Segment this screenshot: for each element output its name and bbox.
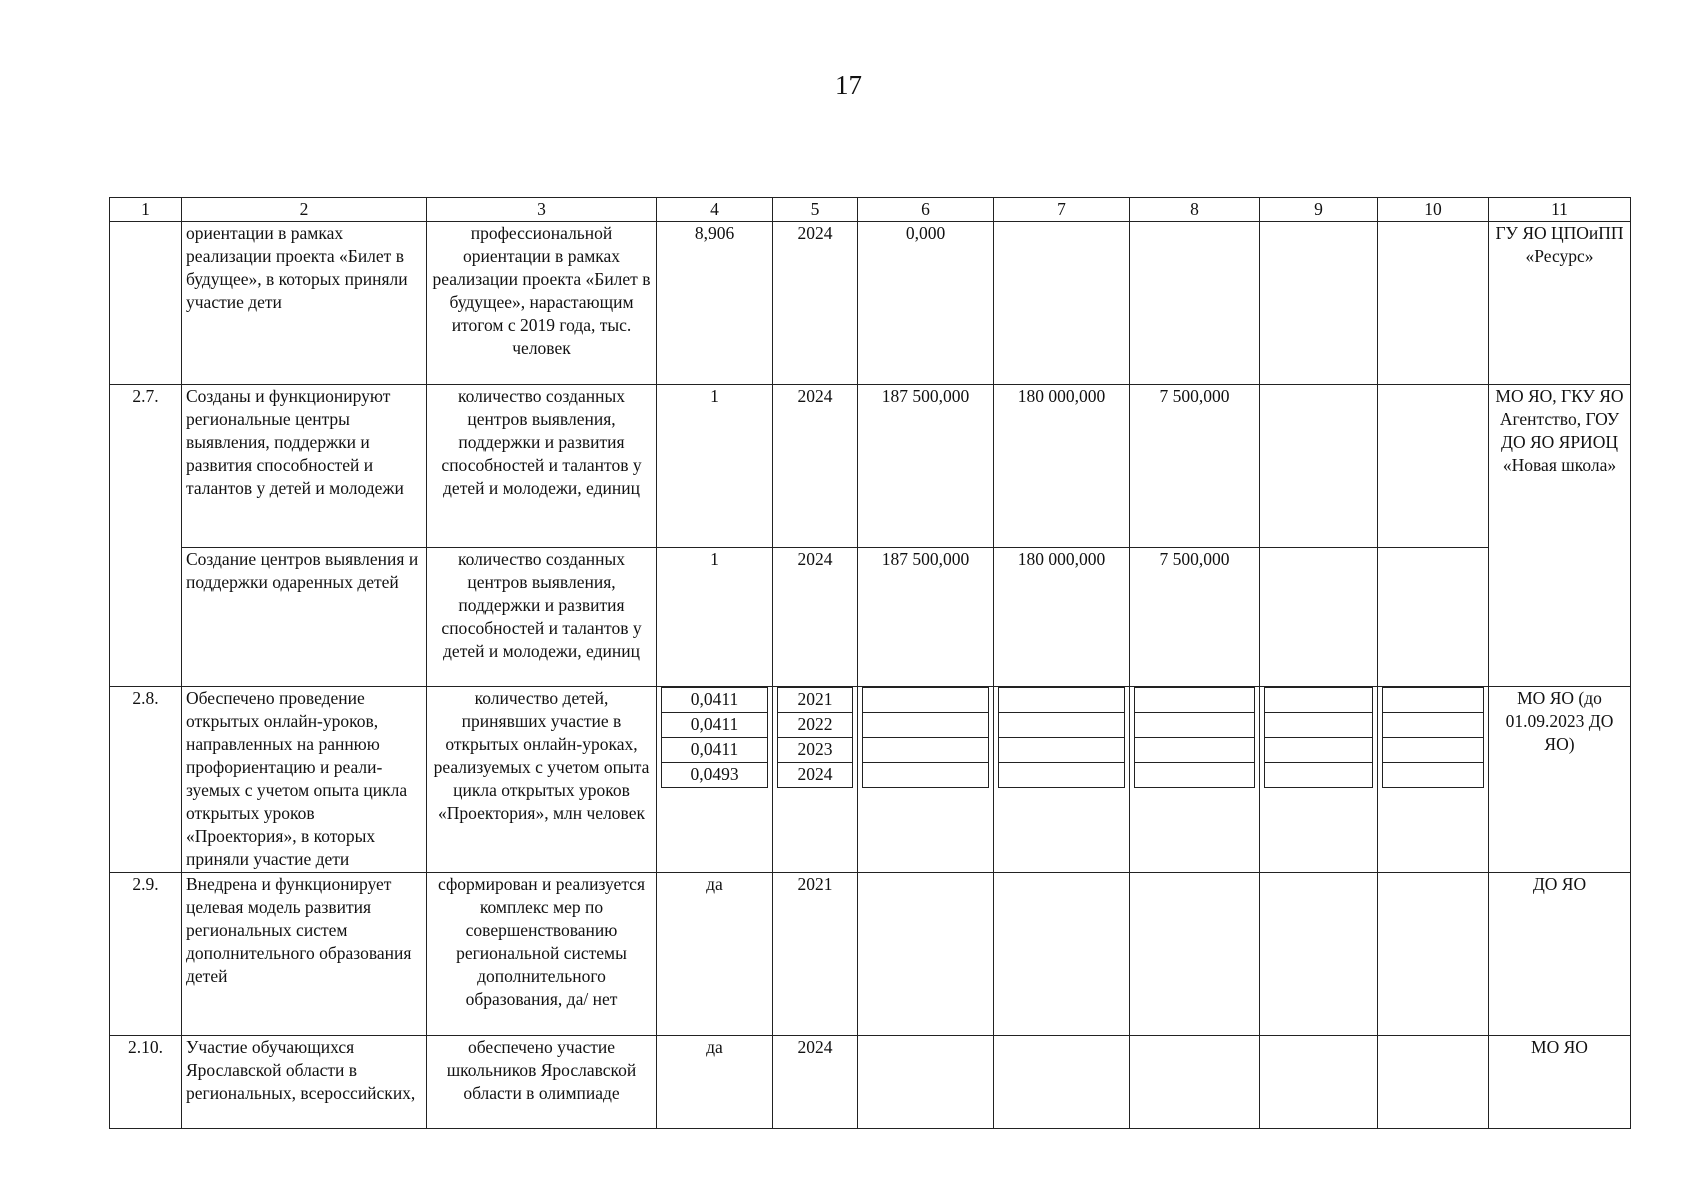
indicator-value: да	[657, 873, 773, 1036]
table-row	[110, 385, 1631, 548]
table-row	[110, 222, 1631, 385]
funding-total	[858, 687, 994, 873]
indicator-value: 1	[657, 385, 773, 548]
table-row	[110, 873, 1631, 1036]
measure-name: Обеспечено проведение открытых онлайн-уроков, направленных на раннюю профориентацию и реали-зуемых с учетом опыта цикла открытых уроков «Проектория», в которых приняли участие дети	[182, 687, 427, 873]
funding-regional	[1130, 222, 1260, 385]
row-number: 2.9.	[110, 873, 182, 1036]
funding-regional	[1130, 687, 1260, 873]
header-cell: 6	[858, 198, 994, 222]
table-row	[110, 1036, 1631, 1129]
responsible: МО ЯО (до 01.09.2023 ДО ЯО)	[1489, 687, 1631, 873]
year: 2024	[778, 763, 853, 788]
funding-regional	[1130, 1036, 1260, 1129]
year: 2021	[773, 873, 858, 1036]
years-cell	[773, 687, 858, 873]
funding-local	[1260, 548, 1378, 687]
responsible: ДО ЯО	[1489, 873, 1631, 1036]
funding-federal: 180 000,000	[994, 385, 1130, 548]
year: 2024	[773, 1036, 858, 1129]
funding-other	[1378, 385, 1489, 548]
funding-federal	[994, 687, 1130, 873]
funding-other	[1378, 222, 1489, 385]
indicator: количество созданных центров выявления, поддержки и развития способностей и талантов у детей и молодежи, единиц	[427, 385, 657, 548]
indicator: сформирован и реализуется комплекс мер по совершенствованию региональной системы дополнительного образования, да/ нет	[427, 873, 657, 1036]
header-cell: 3	[427, 198, 657, 222]
indicator-value: 0,0411	[662, 713, 768, 738]
measure-name: Участие обучающихся Ярославской области в региональных, всероссийских,	[182, 1036, 427, 1129]
funding-total: 187 500,000	[858, 548, 994, 687]
table-row	[110, 548, 1631, 687]
indicator-value: 1	[657, 548, 773, 687]
funding-total	[858, 1036, 994, 1129]
header-cell: 5	[773, 198, 858, 222]
indicator-values-cell	[657, 687, 773, 873]
indicator: количество детей, принявших участие в открытых онлайн-уроках, реализуемых с учетом опыта цикла открытых уроков «Проектория», млн человек	[427, 687, 657, 873]
measure-name: Созданы и функционируют региональные центры выявления, поддержки и развития способностей и талантов у детей и молодежи	[182, 385, 427, 548]
row-number: 2.10.	[110, 1036, 182, 1129]
measure-name: Создание центров выявления и поддержки одаренных детей	[182, 548, 427, 687]
indicator: профессиональной ориентации в рамках реализации проекта «Билет в будущее», нарастающим итогом с 2019 года, тыс. человек	[427, 222, 657, 385]
funding-total	[858, 873, 994, 1036]
row-number: 2.7.	[110, 385, 182, 687]
responsible: МО ЯО, ГКУ ЯО Агентство, ГОУ ДО ЯО ЯРИОЦ «Новая школа»	[1489, 385, 1631, 687]
funding-other	[1378, 1036, 1489, 1129]
funding-other	[1378, 873, 1489, 1036]
indicator-value: 8,906	[657, 222, 773, 385]
responsible: ГУ ЯО ЦПОиПП «Ресурс»	[1489, 222, 1631, 385]
responsible: МО ЯО	[1489, 1036, 1631, 1129]
indicator-value: 0,0493	[662, 763, 768, 788]
funding-local	[1260, 687, 1378, 873]
funding-other	[1378, 687, 1489, 873]
header-cell: 11	[1489, 198, 1631, 222]
funding-federal	[994, 1036, 1130, 1129]
indicator: обеспечено участие школьников Ярославской области в олимпиаде	[427, 1036, 657, 1129]
year: 2024	[773, 548, 858, 687]
year: 2024	[773, 222, 858, 385]
header-cell: 1	[110, 198, 182, 222]
page-number: 17	[835, 70, 862, 100]
header-cell: 10	[1378, 198, 1489, 222]
measure-name: ориентации в рамках реализации проекта «Билет в будущее», в которых приняли участие дети	[182, 222, 427, 385]
indicator-value: 0,0411	[662, 738, 768, 763]
indicator-value: 0,0411	[662, 688, 768, 713]
funding-local	[1260, 385, 1378, 548]
header-cell: 7	[994, 198, 1130, 222]
funding-other	[1378, 548, 1489, 687]
table-row	[110, 687, 1631, 873]
funding-federal: 180 000,000	[994, 548, 1130, 687]
header-cell: 8	[1130, 198, 1260, 222]
funding-federal	[994, 222, 1130, 385]
row-number: 2.8.	[110, 687, 182, 873]
measure-name: Внедрена и функционирует целевая модель развития региональных систем дополнительного образования детей	[182, 873, 427, 1036]
indicator-value: да	[657, 1036, 773, 1129]
header-row	[110, 198, 1631, 222]
funding-total: 0,000	[858, 222, 994, 385]
funding-local	[1260, 873, 1378, 1036]
row-number	[110, 222, 182, 385]
header-cell: 9	[1260, 198, 1378, 222]
header-cell: 2	[182, 198, 427, 222]
header-cell: 4	[657, 198, 773, 222]
year: 2022	[778, 713, 853, 738]
measures-table	[109, 197, 1631, 1129]
funding-total: 187 500,000	[858, 385, 994, 548]
funding-local	[1260, 222, 1378, 385]
funding-local	[1260, 1036, 1378, 1129]
indicator: количество созданных центров выявления, поддержки и развития способностей и талантов у детей и молодежи, единиц	[427, 548, 657, 687]
funding-regional: 7 500,000	[1130, 385, 1260, 548]
year: 2021	[778, 688, 853, 713]
funding-regional	[1130, 873, 1260, 1036]
funding-federal	[994, 873, 1130, 1036]
year: 2023	[778, 738, 853, 763]
funding-regional: 7 500,000	[1130, 548, 1260, 687]
year: 2024	[773, 385, 858, 548]
